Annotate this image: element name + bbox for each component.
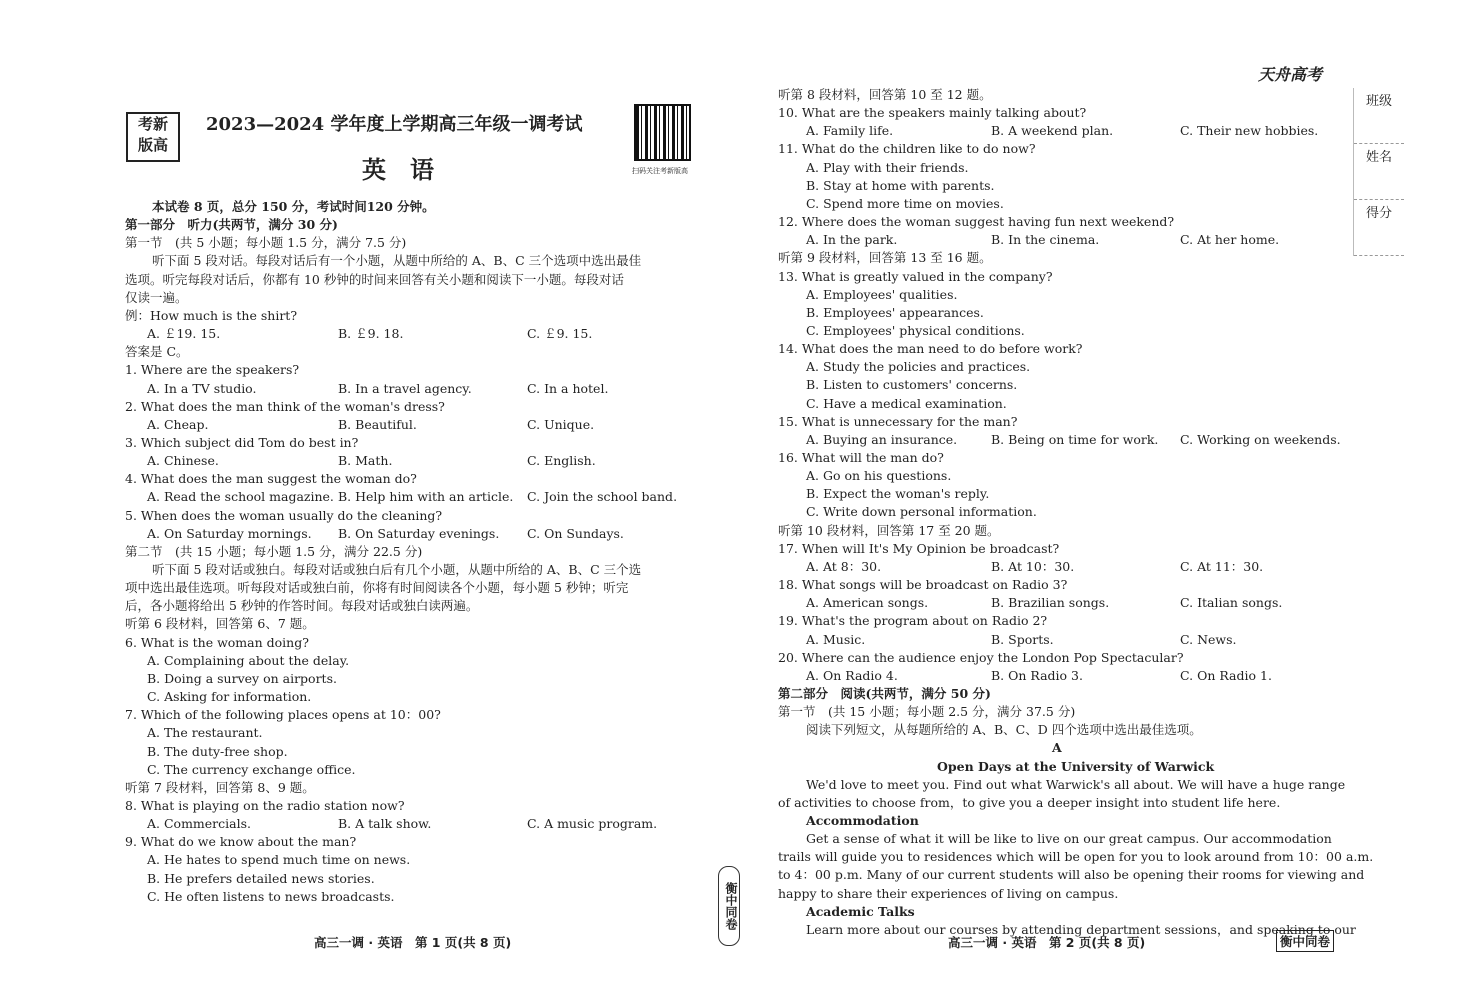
page-1-option: B. A talk show.	[338, 816, 432, 832]
page-1-text-line: C. The currency exchange office.	[147, 761, 356, 777]
page-1-text-line: 本试卷 8 页，总分 150 分，考试时间120 分钟。	[152, 199, 435, 214]
page-1-option: A. ￡19. 15.	[147, 326, 221, 342]
page-2-text-line: 听第 8 段材料，回答第 10 至 12 题。	[778, 87, 992, 102]
page-2-option: A. On Radio 4.	[806, 667, 898, 683]
page-2-option: A. At 8：30.	[806, 558, 882, 574]
subject-title: 英 语	[362, 155, 434, 184]
page-1-text-line: 听下面 5 段对话或独白。每段对话或独白后有几个小题，从题中所给的 A、B、C 三个选	[152, 562, 642, 577]
page-1-text-line: A. Complaining about the delay.	[147, 652, 350, 668]
page-1-text-line: 1. Where are the speakers?	[125, 362, 300, 378]
page-2-text-line: C. Have a medical examination.	[806, 395, 1007, 411]
qr-code-icon	[634, 104, 691, 161]
page-2-option: B. In the cinema.	[991, 232, 1100, 248]
page-2-text-line: A	[1052, 740, 1062, 756]
page-2-text-line: B. Listen to customers' concerns.	[806, 377, 1018, 393]
page-2-text-line: Accommodation	[806, 813, 919, 828]
qr-caption: 扫码关注考新版高	[632, 167, 688, 175]
page-2-option: A. Music.	[806, 631, 866, 647]
footer-badge: 衡中同卷	[1276, 930, 1334, 952]
page-2-text-line: happy to share their experiences of living on campus.	[778, 885, 1119, 901]
page-2-text-line: 12. Where does the woman suggest having fun next weekend?	[778, 214, 1175, 230]
page-1-option: C. A music program.	[527, 816, 658, 832]
center-seal-icon: 衡中同卷	[718, 866, 740, 946]
page-1-text-line: B. He prefers detailed news stories.	[147, 870, 375, 886]
page-1-text-line: 仅读一遍。	[125, 289, 188, 305]
page-2-text-line: Academic Talks	[806, 903, 915, 919]
page-1-option: B. In a travel agency.	[338, 380, 472, 396]
page-2-option: B. Being on time for work.	[991, 431, 1159, 447]
student-info-panel	[1353, 88, 1404, 256]
page-2-text-line: Open Days at the University of Warwick	[937, 758, 1215, 774]
page-2-option: C. Working on weekends.	[1180, 431, 1341, 447]
page-2-text-line: 15. What is unnecessary for the man?	[778, 413, 1018, 429]
stamp-line-2: 版高	[137, 136, 168, 154]
page-2-text-line: B. Stay at home with parents.	[806, 177, 995, 193]
page-2-option: C. At 11：30.	[1180, 558, 1264, 574]
page-1-text-line: 第一部分 听力(共两节，满分 30 分)	[125, 217, 338, 233]
page-2-option: C. News.	[1180, 631, 1237, 647]
footer-page-2: 高三一调 · 英语 第 2 页(共 8 页)	[948, 935, 1146, 950]
page-1-text-line: 2. What does the man think of the woman's dress?	[125, 398, 445, 414]
page-1-option: C. On Sundays.	[527, 525, 624, 541]
brand-logo: 天舟高考	[1258, 65, 1323, 84]
page-2-text-line: C. Employees' physical conditions.	[806, 322, 1025, 338]
page-1-text-line: A. He hates to spend much time on news.	[147, 852, 411, 868]
page-1-text-line: 听下面 5 段对话。每段对话后有一个小题，从题中所给的 A、B、C 三个选项中选出最佳	[152, 253, 642, 269]
page-1-option: A. On Saturday mornings.	[147, 525, 312, 541]
page-2-text-line: 10. What are the speakers mainly talking about?	[778, 105, 1087, 121]
page-2-text-line: trails will guide you to residences which will be open for you to look around from 10：00 a.m.	[778, 849, 1374, 865]
page-1-option: A. In a TV studio.	[147, 380, 257, 396]
page-2-text-line: 16. What will the man do?	[778, 450, 944, 465]
page-2-option: B. On Radio 3.	[991, 667, 1083, 683]
page-1-option: C. In a hotel.	[527, 380, 609, 396]
page-2-text-line: to 4：00 p.m. Many of our current students will also be opening their rooms for viewing and	[778, 867, 1365, 883]
page-1-text-line: 后，各小题将给出 5 秒钟的作答时间。每段对话或独白读两遍。	[125, 598, 479, 614]
page-1-option: A. Cheap.	[147, 416, 209, 432]
page-2-text-line: 19. What's the program about on Radio 2?	[778, 613, 1048, 629]
page-2-text-line: A. Go on his questions.	[806, 468, 952, 484]
name-field[interactable]	[1354, 144, 1404, 200]
page-1-text-line: C. He often listens to news broadcasts.	[147, 888, 395, 904]
page-2-text-line: B. Expect the woman's reply.	[806, 486, 990, 502]
page-1-text-line: 选项。听完每段对话后，你都有 10 秒钟的时间来回答有关小题和阅读下一小题。每段对话	[125, 271, 624, 287]
page-1-text-line: 项中选出最佳选项。听每段对话或独白前，你将有时间阅读各个小题，每小题 5 秒钟；听完	[125, 580, 629, 596]
page-2-option: B. Sports.	[991, 631, 1054, 647]
score-field[interactable]	[1354, 200, 1404, 256]
page-1-text-line: 例：How much is the shirt?	[125, 307, 298, 323]
page-1-option: A. Commercials.	[147, 816, 251, 832]
page-2-option: B. At 10：30.	[991, 558, 1075, 574]
page-1-option: B. Math.	[338, 453, 393, 469]
page-1-option: B. ￡9. 18.	[338, 326, 404, 342]
page-1-text-line: B. The duty-free shop.	[147, 743, 288, 759]
page-2-option: C. Italian songs.	[1180, 595, 1283, 611]
page-1-text-line: 8. What is playing on the radio station now?	[125, 797, 405, 813]
page-2-text-line: Learn more about our courses by attending department sessions，and speaking to our	[806, 921, 1356, 937]
score-label: 得分	[1366, 206, 1393, 221]
page-2-option: A. In the park.	[806, 232, 898, 248]
page-2-option: A. Buying an insurance.	[806, 431, 958, 447]
page-1-text-line: 4. What does the man suggest the woman do?	[125, 471, 417, 487]
page-2-text-line: A. Play with their friends.	[806, 159, 969, 175]
page-2-option: B. A weekend plan.	[991, 123, 1114, 139]
page-2-text-line: 13. What is greatly valued in the company?	[778, 268, 1053, 284]
name-label: 姓名	[1366, 150, 1393, 165]
page-2-text-line: 阅读下列短文，从每题所给的 A、B、C、D 四个选项中选出最佳选项。	[806, 722, 1202, 738]
page-1-text-line: 听第 6 段材料，回答第 6、7 题。	[125, 616, 315, 632]
page-2-option: C. On Radio 1.	[1180, 667, 1272, 683]
page-2-option: B. Brazilian songs.	[991, 595, 1110, 611]
page-2-text-line: We'd love to meet you. Find out what Warwick's all about. We will have a huge range	[806, 776, 1346, 792]
page-2-text-line: 18. What songs will be broadcast on Radio 3?	[778, 577, 1068, 593]
page-1-option: C. ￡9. 15.	[527, 326, 593, 342]
page-2-text-line: A. Study the policies and practices.	[806, 359, 1031, 375]
page-1-text-line: 3. Which subject did Tom do best in?	[125, 434, 359, 450]
page-1-option: A. Read the school magazine.	[147, 489, 334, 505]
page-1-option: B. On Saturday evenings.	[338, 525, 500, 541]
page-2-text-line: 17. When will It's My Opinion be broadcast?	[778, 540, 1060, 556]
page-1-option: C. Unique.	[527, 416, 595, 432]
page-1-option: C. Join the school band.	[527, 489, 678, 505]
page-1-text-line: 第二节 (共 15 小题；每小题 1.5 分，满分 22.5 分)	[125, 543, 423, 559]
class-label: 班级	[1366, 94, 1393, 109]
page-2-text-line: 20. Where can the audience enjoy the London Pop Spectacular?	[778, 649, 1184, 665]
page-2-text-line: A. Employees' qualities.	[806, 286, 958, 302]
page-2-option: C. Their new hobbies.	[1180, 123, 1319, 139]
page-2-text-line: 听第 9 段材料，回答第 13 至 16 题。	[778, 250, 992, 266]
page-1-text-line: 听第 7 段材料，回答第 8、9 题。	[125, 779, 315, 795]
page-1-text-line: 7. Which of the following places opens at 10：00?	[125, 707, 441, 723]
page-2-text-line: Get a sense of what it will be like to live on our great campus. Our accommodation	[806, 831, 1332, 847]
page-2-text-line: of activities to choose from，to give you a deeper insight into student life here.	[778, 794, 1281, 810]
page-2-text-line: 11. What do the children like to do now?	[778, 141, 1036, 157]
page-1-text-line: 5. When does the woman usually do the cleaning?	[125, 507, 443, 523]
page-1-text-line: 6. What is the woman doing?	[125, 634, 309, 650]
page-1-text-line: 9. What do we know about the man?	[125, 834, 357, 850]
page-1-option: A. Chinese.	[147, 453, 219, 469]
stamp-line-1: 考新	[137, 115, 168, 133]
page-1-text-line: 答案是 C。	[125, 344, 189, 360]
page-1-text-line: A. The restaurant.	[147, 725, 263, 741]
page-2-text-line: 第二部分 阅读(共两节，满分 50 分)	[778, 685, 991, 701]
stamp-logo	[126, 112, 180, 162]
page-2-text-line: 第一节 (共 15 小题；每小题 2.5 分，满分 37.5 分)	[778, 704, 1076, 720]
page-2-text-line: B. Employees' appearances.	[806, 304, 984, 320]
page-2-text-line: C. Spend more time on movies.	[806, 195, 1004, 211]
page-2-text-line: 听第 10 段材料，回答第 17 至 20 题。	[778, 522, 1000, 538]
page-2-text-line: C. Write down personal information.	[806, 504, 1037, 520]
class-field[interactable]	[1354, 88, 1404, 144]
page-1-option: B. Beautiful.	[338, 416, 417, 432]
page-2-option: A. American songs.	[806, 595, 929, 611]
footer-page-1: 高三一调 · 英语 第 1 页(共 8 页)	[314, 935, 512, 950]
page-1-option: C. English.	[527, 453, 596, 469]
page-2-text-line: 14. What does the man need to do before work?	[778, 341, 1083, 357]
page-1-text-line: B. Doing a survey on airports.	[147, 670, 337, 686]
page-2-option: A. Family life.	[806, 123, 894, 139]
page-2-option: C. At her home.	[1180, 232, 1280, 248]
page-1-option: B. Help him with an article.	[338, 489, 514, 505]
exam-title: 2023—2024 学年度上学期高三年级一调考试	[206, 114, 583, 135]
page-1-text-line: 第一节 (共 5 小题；每小题 1.5 分，满分 7.5 分)	[125, 235, 407, 251]
page-1-text-line: C. Asking for information.	[147, 689, 312, 705]
